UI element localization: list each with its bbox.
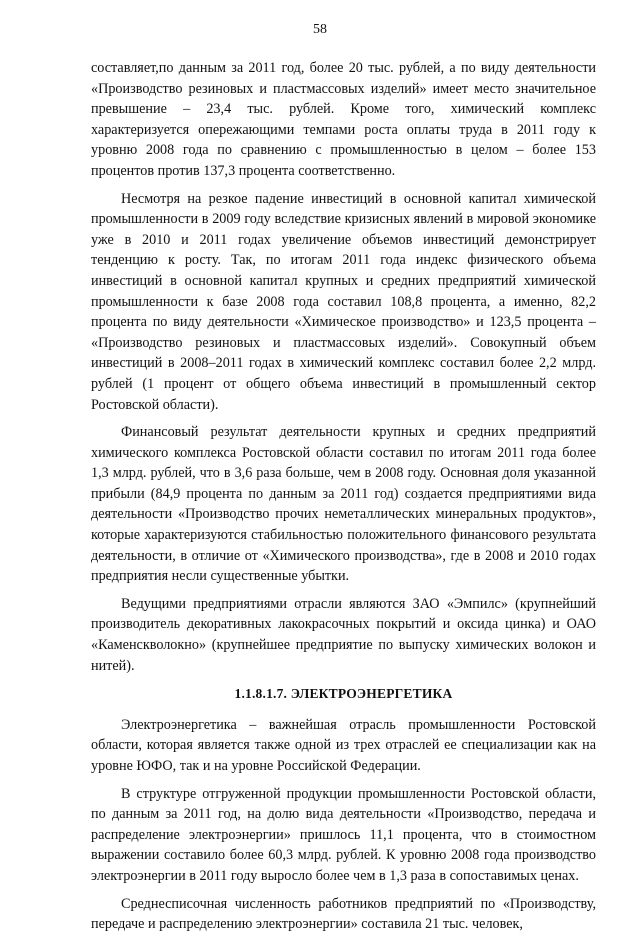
paragraph-electroenergy-workforce: Среднесписочная численность работников предприятий по «Производству, передаче и распределению электроэнергии» составила 21 тыс. человек, [91, 895, 596, 933]
paragraph-financial-result: Финансовый результат деятельности крупных и средних предприятий химического комплекса Ростовской области составил по итогам 2011 года более 1,3 млрд. рублей, что в 3,6 раза больше, чем в 2008 году. Основная доля указанной прибыли (84,9 процента по данным за 2011 год) создается предприятиями вида деятельности «Производство прочих неметаллических минеральных продуктов», которые характеризуются стабильностью положительного финансового результата деятельности, в отличие от «Химического производства», где в 2008 и 2010 годах предприятия несли существенные убытки. [91, 424, 596, 585]
section-heading: 1.1.8.1.7. ЭЛЕКТРОЭНЕРГЕТИКА [234, 686, 453, 702]
document-body [91, 58, 596, 942]
paragraph-leading-enterprises: Ведущими предприятиями отрасли являются ЗАО «Эмпилс» (крупнейший производитель декоративных лакокрасочных покрытий и оксида цинка) и ОАО «Каменскволокно» (крупнейшее предприятие по выпуску химических волокон и нитей). [91, 595, 596, 674]
paragraph-continuation: составляет,по данным за 2011 год, более 20 тыс. рублей, а по виду деятельности «Производство резиновых и пластмассовых изделий» имеет место значительное превышение – 23,4 тыс. рублей. Кроме того, химический комплекс характеризуется опережающими темпами роста оплаты труда в 2011 году к уровню 2008 года по сравнению с промышленностью в целом – более 153 процентов против 137,3 процента соответственно. [91, 60, 596, 179]
paragraph-electroenergy-intro: Электроэнергетика – важнейшая отрасль промышленности Ростовской области, которая является также одной из трех отраслей ее специализации как на уровне ЮФО, так и на уровне Российской Федерации. [91, 716, 596, 774]
paragraph-electroenergy-structure: В структуре отгруженной продукции промышленности Ростовской области, по данным за 2011 год, на долю вида деятельности «Производство, передача и распределение электроэнергии» пришлось 11,1 процента, что в стоимостном выражении составило более 60,3 млрд. рублей. К уровню 2008 года производство электроэнергии в 2011 году выросло более чем в 1,3 раза в сопоставимых ценах. [91, 785, 596, 884]
page-number: 58 [313, 22, 327, 37]
paragraph-investments: Несмотря на резкое падение инвестиций в основной капитал химической промышленности в 2009 году вследствие кризисных явлений в мировой экономике уже в 2010 и 2011 годах увеличение объемов инвестиций демонстрирует тенденцию к росту. Так, по итогам 2011 года индекс физического объема инвестиций в основной капитал крупных и средних предприятий химической промышленности к базе 2008 года составил 108,8 процента, а именно, 82,2 процента по виду деятельности «Химическое производство» и 123,5 процента – «Производство резиновых и пластмассовых изделий». Совокупный объем инвестиций в 2008–2011 годах в химический комплекс составил более 2,2 млрд. рублей (1 процент от общего объема инвестиций в промышленный сектор Ростовской области). [91, 190, 596, 413]
